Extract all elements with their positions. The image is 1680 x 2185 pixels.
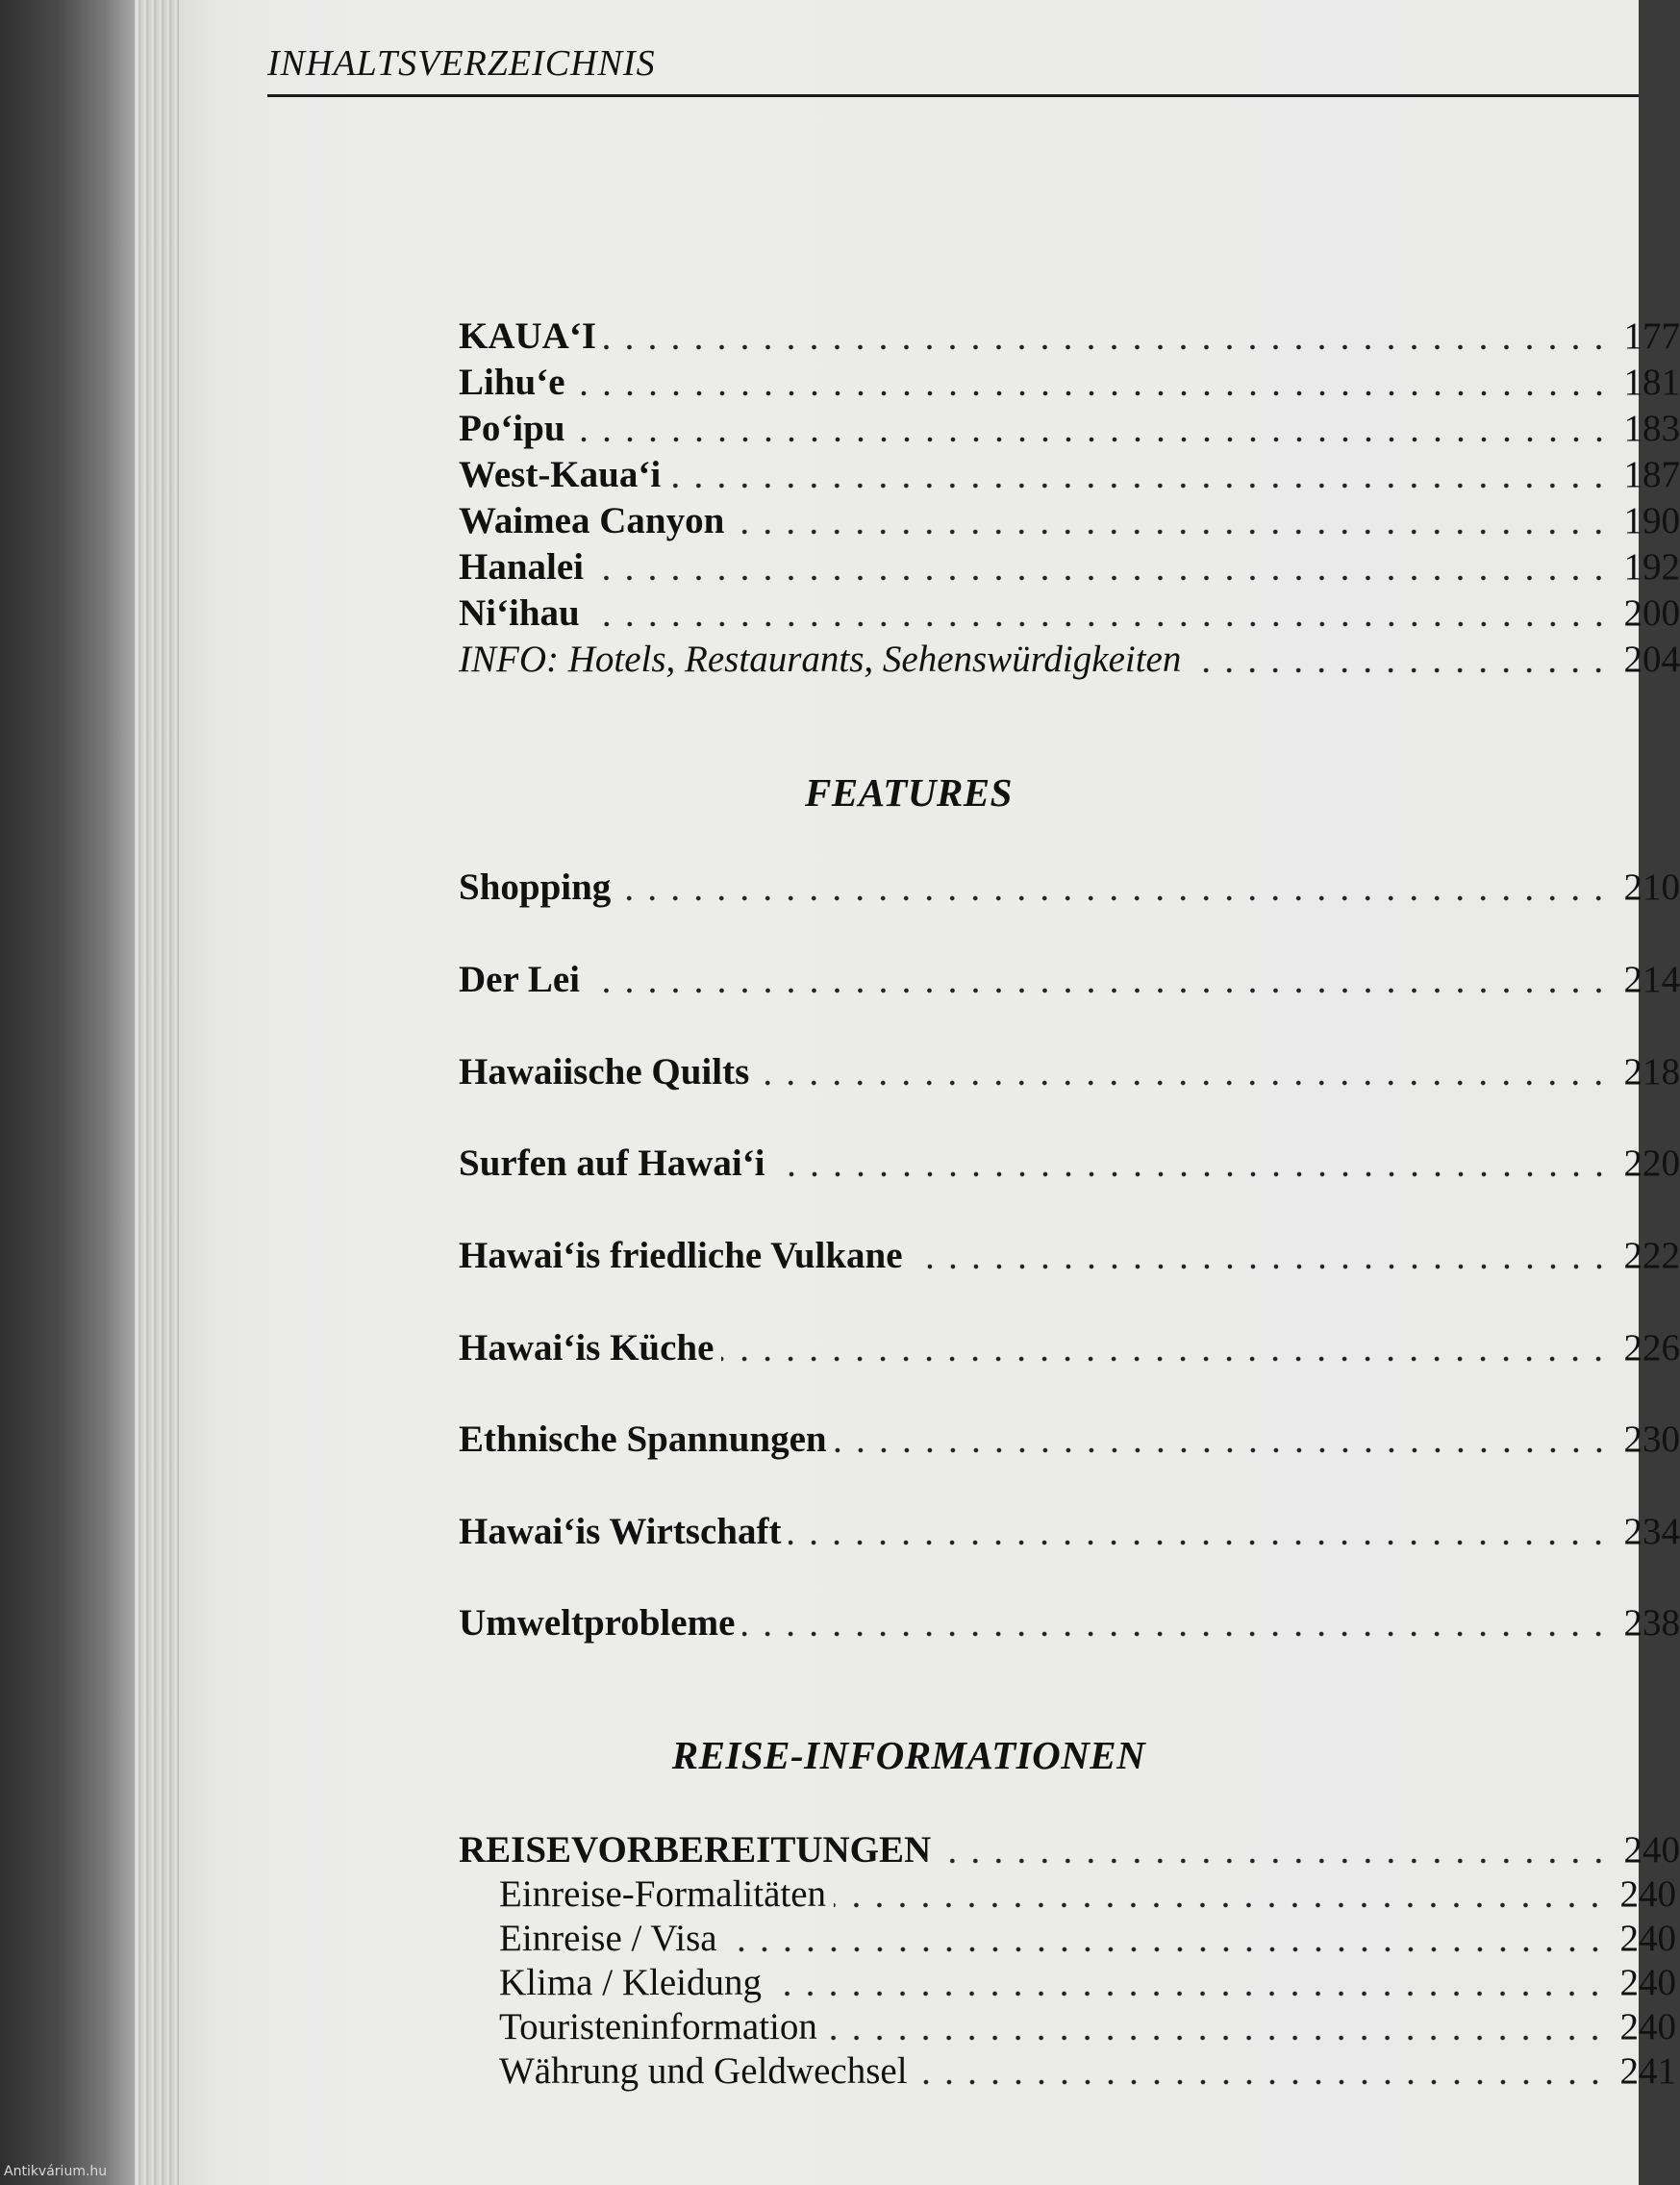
toc-entry-page: 226 — [1623, 1327, 1680, 1369]
header-rule — [267, 94, 1639, 97]
toc-entry-surfen — [459, 1141, 1680, 1187]
toc-entry-page: 214 — [1623, 959, 1680, 1000]
toc-entry-hawaiische-quilts — [459, 1049, 1680, 1095]
toc-entry-title: KAUA‘I — [459, 315, 596, 357]
leader-dots — [573, 389, 1611, 398]
toc-page — [179, 0, 1680, 2185]
toc-entry-title: REISEVORBEREITUNGEN — [459, 1829, 932, 1871]
leader-dots — [773, 1169, 1611, 1179]
leader-dots — [939, 1856, 1610, 1866]
toc-entry-page: 190 — [1623, 500, 1680, 541]
toc-entry-title: Ethnische Spannungen — [459, 1419, 827, 1460]
toc-entry-page: 187 — [1623, 454, 1680, 495]
toc-entry-west-kauai — [459, 452, 1680, 498]
toc-entry-vulkane — [459, 1233, 1680, 1279]
toc-entry-title: Touristeninformation — [499, 2006, 817, 2047]
book-spine-shadow — [0, 0, 135, 2185]
toc-entry-title: Hanalei — [459, 546, 585, 588]
toc-entry-page: 234 — [1623, 1511, 1680, 1552]
leader-dots — [834, 1900, 1606, 1910]
toc-entry-page: 204 — [1623, 639, 1680, 680]
leader-dots — [591, 573, 1610, 583]
toc-entry-kauai — [459, 314, 1680, 360]
toc-entry-title: Der Lei — [459, 959, 580, 1000]
toc-entry-page: 177 — [1623, 315, 1680, 357]
leader-dots — [835, 1445, 1611, 1455]
toc-entry-page: 210 — [1623, 866, 1680, 908]
leader-dots — [732, 527, 1610, 537]
leader-dots — [1189, 666, 1610, 675]
toc-entry-lihue — [459, 360, 1680, 406]
toc-entry-hanalei — [459, 544, 1680, 590]
toc-entry-page: 240 — [1623, 1829, 1680, 1871]
toc-entry-page: 222 — [1623, 1235, 1680, 1276]
section-heading-features: FEATURES — [805, 770, 1013, 815]
toc-entry-page: 240 — [1619, 1873, 1676, 1915]
page-edges — [135, 0, 179, 2185]
toc-entry-wirtschaft — [459, 1509, 1680, 1555]
toc-entry-title: Shopping — [459, 866, 612, 908]
toc-entry-page: 240 — [1619, 1918, 1676, 1959]
toc-entry-title: Klima / Kleidung — [499, 1962, 762, 2003]
toc-entry-page: 238 — [1623, 1602, 1680, 1644]
toc-entry-title: Umweltprobleme — [459, 1602, 736, 1644]
leader-dots — [915, 2077, 1607, 2087]
toc-entry-page: 218 — [1623, 1051, 1680, 1092]
toc-entry-page: 220 — [1623, 1143, 1680, 1184]
leader-dots — [725, 1945, 1607, 1954]
leader-dots — [604, 342, 1611, 352]
toc-entry-reisevorbereitungen — [459, 1827, 1680, 1873]
toc-subentry-einreise-visa — [499, 1916, 1676, 1962]
leader-dots — [757, 1078, 1610, 1088]
toc-entry-title: Hawai‘is friedliche Vulkane — [459, 1235, 903, 1276]
toc-entry-waimea-canyon — [459, 498, 1680, 544]
toc-entry-title: Hawai‘is Küche — [459, 1327, 715, 1369]
running-head: INHALTSVERZEICHNIS — [267, 43, 656, 84]
watermark-text: Antikvárium.hu — [4, 2164, 108, 2179]
toc-entry-title: West-Kaua‘i — [459, 454, 662, 495]
leader-dots — [573, 435, 1611, 444]
toc-entry-kauai-info — [459, 637, 1680, 683]
leader-dots — [911, 1262, 1611, 1271]
toc-entry-shopping — [459, 865, 1680, 911]
toc-entry-page: 240 — [1619, 1962, 1676, 2003]
toc-entry-poipu — [459, 406, 1680, 452]
toc-entry-page: 240 — [1619, 2006, 1676, 2047]
toc-entry-title: Einreise / Visa — [499, 1918, 717, 1959]
toc-entry-niihau — [459, 590, 1680, 637]
toc-entry-page: 183 — [1623, 408, 1680, 449]
leader-dots — [769, 1989, 1607, 1998]
toc-entry-page: 200 — [1623, 592, 1680, 634]
toc-entry-page: 181 — [1623, 362, 1680, 403]
toc-entry-umweltprobleme — [459, 1600, 1680, 1646]
toc-subentry-waehrung — [499, 2048, 1676, 2095]
toc-entry-kueche — [459, 1325, 1680, 1371]
toc-entry-title: Surfen auf Hawai‘i — [459, 1143, 765, 1184]
toc-entry-page: 192 — [1623, 546, 1680, 588]
toc-subentry-klima-kleidung — [499, 1960, 1676, 2006]
toc-entry-title: Hawaiische Quilts — [459, 1051, 750, 1092]
leader-dots — [825, 2033, 1607, 2043]
toc-subentry-einreise-formalitaeten — [499, 1871, 1676, 1918]
leader-dots — [618, 893, 1610, 903]
leader-dots — [588, 619, 1611, 629]
toc-entry-title: Waimea Canyon — [459, 500, 725, 541]
toc-entry-title: INFO: Hotels, Restaurants, Sehenswürdigkeiten — [459, 639, 1182, 680]
leader-dots — [721, 1354, 1610, 1364]
leader-dots — [668, 481, 1610, 490]
leader-dots — [742, 1629, 1610, 1639]
toc-entry-page: 241 — [1619, 2050, 1676, 2092]
section-heading-reise: REISE-INFORMATIONEN — [671, 1733, 1146, 1777]
toc-entry-title: Ni‘ihau — [459, 592, 580, 634]
toc-entry-title: Lihu‘e — [459, 362, 565, 403]
toc-entry-title: Einreise-Formalitäten — [499, 1873, 827, 1915]
toc-entry-title: Po‘ipu — [459, 408, 565, 449]
toc-entry-page: 230 — [1623, 1419, 1680, 1460]
leader-dots — [789, 1538, 1610, 1547]
toc-subentry-touristeninformation — [499, 2004, 1676, 2050]
toc-entry-ethnische-spannungen — [459, 1417, 1680, 1463]
toc-entry-der-lei — [459, 957, 1680, 1003]
toc-entry-title: Hawai‘is Wirtschaft — [459, 1511, 782, 1552]
leader-dots — [588, 986, 1611, 995]
toc-entry-title: Währung und Geldwechsel — [499, 2050, 908, 2092]
